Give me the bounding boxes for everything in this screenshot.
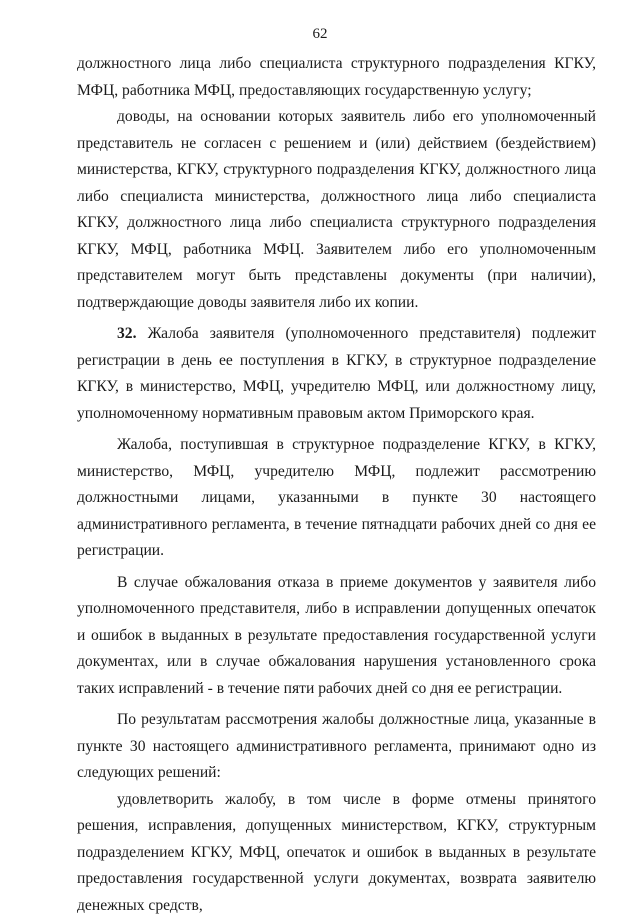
- item-number: 32.: [117, 325, 137, 342]
- document-body: [77, 51, 596, 919]
- paragraph-satisfy-complaint: удовлетворить жалобу, в том числе в форме отмены принятого решения, исправления, допущенных министерством, КГКУ, структурным подразделением КГКУ, МФЦ, опечаток и ошибок в выданных в результате предоставления государственной услуги документах, возврата заявителю денежных средств,: [77, 787, 596, 919]
- paragraph-decisions: По результатам рассмотрения жалобы должностные лица, указанные в пункте 30 настоящего административного регламента, принимают одно из следующих решений:: [77, 707, 596, 787]
- paragraph-refusal-appeal: В случае обжалования отказа в приеме документов у заявителя либо уполномоченного представителя, либо в исправлении допущенных опечаток и ошибок в выданных в результате предоставления государственной услуги документах, или в случае обжалования нарушения установленного срока таких исправлений - в течение пяти рабочих дней со дня ее регистрации.: [77, 570, 596, 703]
- page-number: 62: [0, 26, 640, 43]
- paragraph-continuation: должностного лица либо специалиста структурного подразделения КГКУ, МФЦ, работника МФЦ, предоставляющих государственную услугу;: [77, 51, 596, 104]
- paragraph-item-32-text: Жалоба заявителя (уполномоченного представителя) подлежит регистрации в день ее поступления в КГКУ, в структурное подразделение КГКУ, в министерство, МФЦ, учредителю МФЦ, или должностному лицу, уполномоченному нормативным правовым актом Приморского края.: [77, 325, 596, 422]
- paragraph-arguments: доводы, на основании которых заявитель либо его уполномоченный представитель не согласен с решением и (или) действием (бездействием) министерства, КГКУ, структурного подразделения КГКУ, должностного лица либо специалиста министерства, должностного лица либо специалиста КГКУ, должностного лица либо специалиста структурного подразделения КГКУ, МФЦ, работника МФЦ. Заявителем либо его уполномоченным представителем могут быть представлены документы (при наличии), подтверждающие доводы заявителя либо их копии.: [77, 104, 596, 316]
- paragraph-item-32: [77, 321, 596, 427]
- paragraph-review-period: Жалоба, поступившая в структурное подразделение КГКУ, в КГКУ, министерство, МФЦ, учредителю МФЦ, подлежит рассмотрению должностными лицами, указанными в пункте 30 настоящего административного регламента, в течение пятнадцати рабочих дней со дня ее регистрации.: [77, 432, 596, 565]
